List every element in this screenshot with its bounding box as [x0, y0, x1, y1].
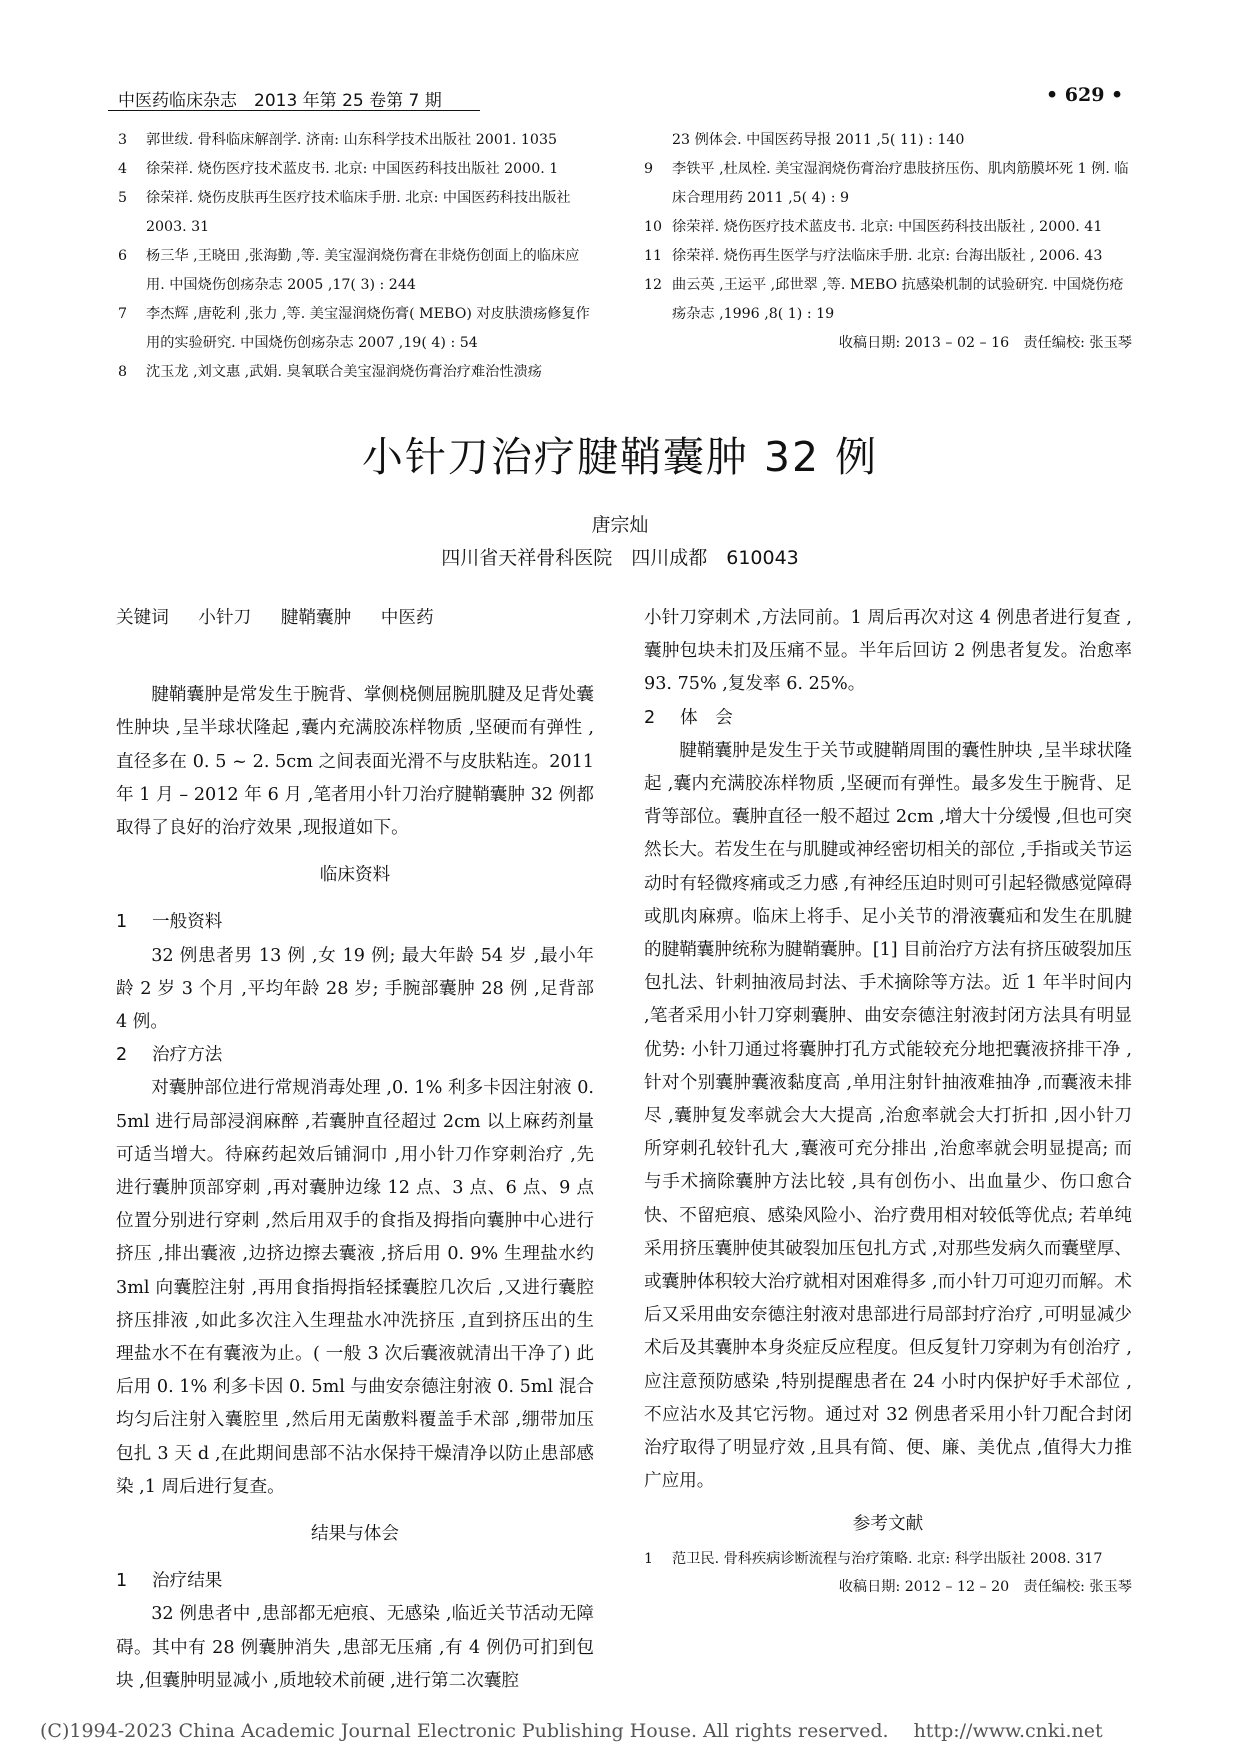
page-number: • 629 • — [1046, 84, 1124, 106]
keyword: 腱鞘囊肿 — [280, 608, 352, 628]
journal-header: 中医药临床杂志 2013 年第 25 卷第 7 期 — [118, 91, 442, 111]
references-heading: 参考文献 — [852, 1514, 924, 1535]
affiliation: 四川省天祥骨科医院 四川成都 610043 — [441, 547, 799, 569]
section-heading: 临床资料 — [319, 865, 391, 886]
header-rule — [108, 110, 480, 111]
reference-item: 7 李杰辉 ,唐乾利 ,张力 ,等. 美宝湿润烧伤膏( MEBO) 对皮肤溃疡修复作用的实验研究. 中国烧伤创疡杂志 2007 ,19( 4) : 54 — [118, 306, 590, 351]
reference-item: 3 郭世绂. 骨科临床解剖学. 济南: 山东科学技术出版社 2001. 1035 — [118, 132, 558, 148]
subsection-heading: 2 体 会 — [644, 707, 733, 728]
subsection-heading: 2 治疗方法 — [116, 1045, 223, 1066]
keyword: 中医药 — [380, 608, 434, 628]
keywords — [116, 602, 594, 635]
reference-item: 5 徐荣祥. 烧伤皮肤再生医疗技术临床手册. 北京: 中国医药科技出版社 2003. 31 — [118, 190, 571, 235]
reference-item: 8 沈玉龙 ,刘文惠 ,武娟. 臭氧联合美宝湿润烧伤膏治疗难治性溃疡 — [118, 364, 542, 380]
references-list — [644, 1546, 1132, 1602]
copyright-footer: (C)1994-2023 China Academic Journal Electronic Publishing House. All rights reserved. http://www.cnki.net — [40, 1720, 1103, 1742]
reference-item: 23 例体会. 中国医药导报 2011 ,5( 11) : 140 — [672, 132, 965, 148]
reference-item: 10 徐荣祥. 烧伤医疗技术蓝皮书. 北京: 中国医药科技出版社 , 2000. 41 — [644, 219, 1103, 235]
refs-top-right — [644, 126, 1132, 358]
paragraph: 32 例患者中 ,患部都无疤痕、无感染 ,临近关节活动无障碍。其中有 28 例囊肿消失 ,患部无压痛 ,有 4 例仍可扪到包块 ,但囊肿明显减小 ,质地较术前硬 ,进行第二次囊腔 — [116, 1604, 594, 1691]
received-date: 收稿日期: 2013 – 02 – 16 责任编校: 张玉琴 — [838, 335, 1132, 351]
reference-item: 9 李铁平 ,杜凤栓. 美宝湿润烧伤膏治疗患肢挤压伤、肌肉筋膜坏死 1 例. 临床合理用药 2011 ,5( 4) : 9 — [644, 161, 1129, 206]
subsection-heading: 1 一般资料 — [116, 912, 223, 933]
paragraph: 腱鞘囊肿是发生于关节或腱鞘周围的囊性肿块 ,呈半球状隆起 ,囊内充满胶冻样物质 ,坚硬而有弹性。最多发生于腕背、足背等部位。囊肿直径一般不超过 2cm ,增大十分缓慢 ,但也可突然长大。若发生在与肌腱或神经密切相关的部位 ,手指或关节运动时有轻微疼痛或乏力感 ,有神经压迫时则可引起轻微感觉障碍或肌肉麻痹。临床上将手、足小关节的滑液囊疝和发生在肌腱的腱鞘囊肿统称为腱鞘囊肿。[1] 目前治疗方法有挤压破裂加压包扎法、针刺抽液局封法、手术摘除等方法。近 1 年半时间内 ,笔者采用小针刀穿刺囊肿、曲安奈德注射液封闭方法具有明显优势: 小针刀通过将囊肿打孔方式能较充分地把囊液挤排干净 ,针对个别囊肿囊液黏度高 ,单用注射针抽液难抽净 ,而囊液未排尽 ,囊肿复发率就会大大提高 ,治愈率就会大打折扣 ,因小针刀所穿刺孔较针孔大 ,囊液可充分排出 ,治愈率就会明显提高; 而与手术摘除囊肿方法比较 ,具有创伤小、出血量少、伤口愈合快、不留疤痕、感染风险小、治疗费用相对较低等优点; 若单纯采用挤压囊肿使其破裂加压包扎方式 ,对那些发病久而囊壁厚、或囊肿体积较大治疗就相对困难得多 ,而小针刀可迎刃而解。术后又采用曲安奈德注射液对患部进行局部封疗治疗 ,可明显减少术后及其囊肿本身炎症反应程度。但反复针刀穿刺为有创治疗 ,应注意预防感染 ,特别提醒患者在 24 小时内保护好手术部位 ,不应沾水及其它污物。通过对 32 例患者采用小针刀配合封闭治疗取得了明显疗效 ,且具有简、便、廉、美优点 ,值得大力推广应用。 — [644, 740, 1132, 1492]
reference-item: 12 曲云英 ,王运平 ,邱世翠 ,等. MEBO 抗感染机制的试验研究. 中国烧伤疮疡杂志 ,1996 ,8( 1) : 19 — [644, 277, 1124, 322]
paragraph: 32 例患者男 13 例 ,女 19 例; 最大年龄 54 岁 ,最小年龄 2 岁 3 个月 ,平均年龄 28 岁; 手腕部囊肿 28 例 ,足背部 4 例。 — [116, 945, 594, 1033]
body-left-column — [116, 602, 594, 1698]
paragraph: 小针刀穿刺术 ,方法同前。1 周后再次对这 4 例患者进行复查 ,囊肿包块未扪及压痛不显。半年后回访 2 例患者复发。治愈率 93. 75% ,复发率 6. 25%。 — [644, 608, 1132, 695]
reference-item: 11 徐荣祥. 烧伤再生医学与疗法临床手册. 北京: 台海出版社 , 2006. 43 — [644, 248, 1103, 264]
section-heading: 结果与体会 — [311, 1524, 399, 1545]
received-date: 收稿日期: 2012 – 12 – 20 责任编校: 张玉琴 — [838, 1578, 1132, 1595]
author: 唐宗灿 — [591, 514, 649, 536]
article-title: 小针刀治疗腱鞘囊肿 32 例 — [361, 433, 879, 481]
reference-item: 6 杨三华 ,王晓田 ,张海勤 ,等. 美宝湿润烧伤膏在非烧伤创面上的临床应用. 中国烧伤创疡杂志 2005 ,17( 3) : 244 — [118, 248, 580, 293]
keywords-label: 关键词 — [116, 608, 169, 628]
refs-top-left — [118, 126, 592, 387]
reference-item: 1 范卫民. 骨科疾病诊断流程与治疗策略. 北京: 科学出版社 2008. 317 — [644, 1550, 1103, 1567]
reference-item: 4 徐荣祥. 烧伤医疗技术蓝皮书. 北京: 中国医药科技出版社 2000. 1 — [118, 161, 559, 177]
paragraph: 对囊肿部位进行常规消毒处理 ,0. 1% 利多卡因注射液 0. 5ml 进行局部浸润麻醉 ,若囊肿直径超过 2cm 以上麻药剂量可适当增大。待麻药起效后铺洞巾 ,用小针刀作穿刺治疗 ,先进行囊肿顶部穿刺 ,再对囊肿边缘 12 点、3 点、6 点、9 点位置分别进行穿刺 ,然后用双手的食指及拇指向囊肿中心进行挤压 ,排出囊液 ,边挤边擦去囊液 ,挤后用 0. 9% 生理盐水约 3ml 向囊腔注射 ,再用食指拇指轻揉囊腔几次后 ,又进行囊腔挤压排液 ,如此多次注入生理盐水冲洗挤压 ,直到挤压出的生理盐水不在有囊液为止。( 一般 3 次后囊液就清出干净了) 此后用 0. 1% 利多卡因 0. 5ml 与曲安奈德注射液 0. 5ml 混合均匀后注射入囊腔里 ,然后用无菌敷料覆盖手术部 ,绷带加压包扎 3 天 d ,在此期间患部不沾水保持干燥清净以防止患部感染 ,1 周后进行复查。 — [116, 1078, 594, 1497]
keyword: 小针刀 — [198, 608, 252, 628]
intro-paragraph: 腱鞘囊肿是常发生于腕背、掌侧桡侧屈腕肌腱及足背处囊性肿块 ,呈半球状隆起 ,囊内充满胶冻样物质 ,坚硬而有弹性 ,直径多在 0. 5 ~ 2. 5cm 之间表面光滑不与皮肤粘连。2011 年 1 月 – 2012 年 6 月 ,笔者用小针刀治疗腱鞘囊肿 32 例都取得了良好的治疗效果 ,现报道如下。 — [116, 685, 594, 839]
subsection-heading: 1 治疗结果 — [116, 1571, 223, 1592]
body-right-column — [644, 602, 1132, 1602]
